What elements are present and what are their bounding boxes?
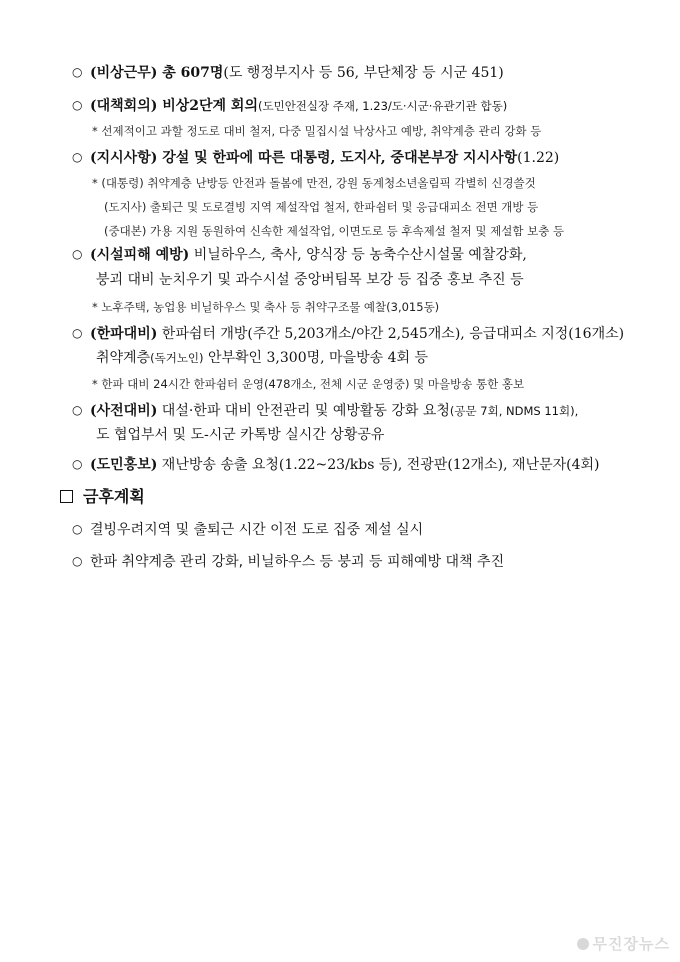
plan-text: 한파 취약계층 관리 강화, 비닐하우스 등 붕괴 등 피해예방 대책 추진 [90,554,505,570]
item-text: 도 협업부서 및 도-시군 카톡방 실시간 상황공유 [96,427,385,443]
item-text: 대설·한파 대비 안전관리 및 예방활동 강화 요청 [157,403,450,419]
item-text: 한파쉼터 개방(주간 5,203개소/야간 2,545개소), 응급대피소 지정(16개소) [157,326,625,342]
plan-item [72,551,504,572]
item-text-small: (독거노인) [150,351,204,365]
note-line [92,297,439,317]
item-text: 비닐하우스, 축사, 양식장 등 농축수산시설물 예찰강화, [189,247,527,263]
note-text: (도지사) 출퇴근 및 도로결빙 지역 제설작업 철저, 한파쉼터 및 응급대피소 전면 개방 등 [104,200,539,214]
note-line [104,197,538,217]
note-line [92,173,536,193]
note-marker: * [92,300,98,314]
item-text: (도민안전실장 주재, 1.23/도·시군·유관기관 합동) [257,99,508,113]
list-item-directives [72,147,559,168]
note-marker: * [92,124,98,138]
item-continuation [96,348,428,368]
note-text: (대통령) 취약계층 난방등 안전과 돌봄에 만전, 강원 동계청소년올림픽 각별히 신경쓸것 [101,176,536,190]
item-text: 취약계층 [96,350,151,366]
bullet-circle: ○ [72,150,83,164]
list-item-emergency-duty [72,62,504,83]
bullet-circle: ○ [72,522,83,536]
list-item-meeting [72,95,507,116]
list-item-public-notice [72,454,599,475]
note-text: (중대본) 가용 지원 동원하여 신속한 제설작업, 이면도로 등 후속제설 철저 및 제설함 보충 등 [104,224,565,238]
note-text: 한파 대비 24시간 한파쉼터 운영(478개소, 전체 시군 운영중) 및 마을방송 통한 홍보 [101,377,525,391]
note-marker: * [92,176,98,190]
item-continuation [96,270,524,290]
item-heading: (사전대비) [90,403,158,419]
item-text-small: (공문 7회, NDMS 11회), [449,404,579,418]
item-text: (도 행정부지사 등 56, 부단체장 등 시군 451) [223,65,504,81]
list-item-facility-damage [72,244,527,265]
item-heading: (대책회의) 비상2단계 회의 [90,98,258,114]
bullet-circle: ○ [72,247,83,261]
list-item-cold-wave [72,323,624,344]
checkbox-square-icon [60,490,73,503]
note-text: 노후주택, 농업용 비닐하우스 및 축사 등 취약구조물 예찰(3,015동) [101,300,440,314]
item-heading: (지시사항) 강설 및 한파에 따른 대통령, 도지사, 중대본부장 지시사항 [90,150,518,166]
note-line [92,121,541,141]
item-heading: (비상근무) 총 607명 [90,65,224,81]
bullet-circle: ○ [72,457,83,471]
note-marker: * [92,377,98,391]
item-heading: (도민홍보) [90,457,158,473]
plan-text: 결빙우려지역 및 출퇴근 시간 이전 도로 집중 제설 실시 [90,522,424,538]
item-text: 재난방송 송출 요청(1.22~23/kbs 등), 전광판(12개소), 재난문자(4회) [157,457,600,473]
watermark-text: 무진장뉴스 [592,935,670,953]
bullet-circle: ○ [72,554,83,568]
watermark-logo-icon [577,938,589,950]
list-item-prevention [72,400,578,421]
item-heading: (한파대비) [90,326,158,342]
note-line [104,221,564,241]
item-text: 안부확인 3,300명, 마을방송 4회 등 [203,350,428,366]
bullet-circle: ○ [72,326,83,340]
section-title: 금후계획 [83,487,145,506]
item-text: 붕괴 대비 눈치우기 및 과수시설 중앙버팀목 보강 등 집중 홍보 추진 등 [96,272,524,288]
note-line [92,374,524,394]
note-text: 선제적이고 과할 정도로 대비 철저, 다중 밀집시설 낙상사고 예방, 취약계층 관리 강화 등 [101,124,542,138]
item-text: (1.22) [517,150,560,166]
item-continuation [96,425,384,445]
watermark [577,933,670,954]
plan-item [72,519,423,540]
section-heading-future-plan [60,486,145,508]
item-heading: (시설피해 예방) [90,247,190,263]
bullet-circle: ○ [72,98,83,112]
bullet-circle: ○ [72,65,83,79]
bullet-circle: ○ [72,403,83,417]
